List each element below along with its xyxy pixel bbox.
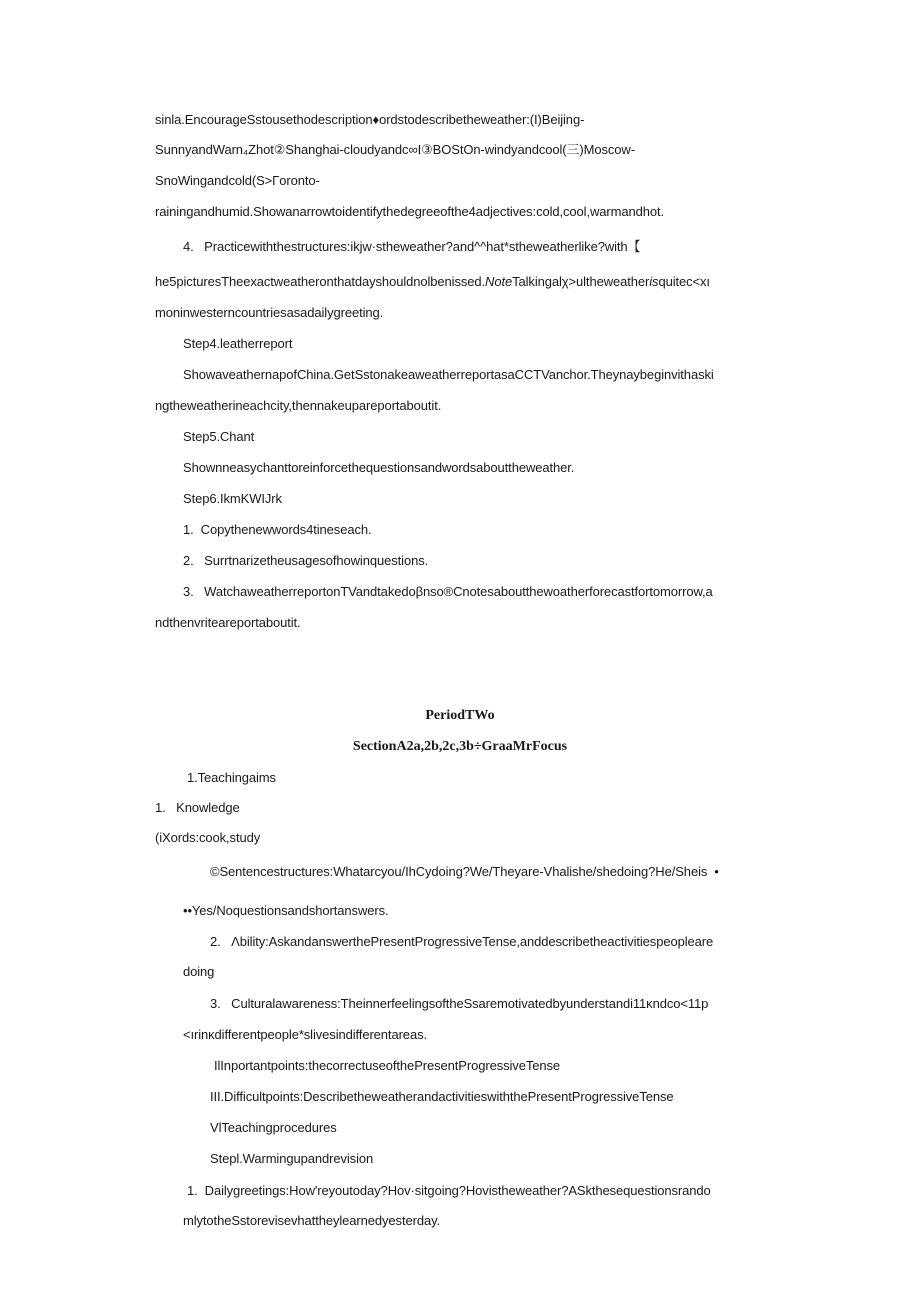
list-item: 1. Knowledge [155,800,240,815]
list-item: 2. Λbility:AskandanswerthePresentProgressiveTense,anddescribetheactivitiespeopleare [210,934,714,949]
text-run: Talkingalχ>ultheweather [512,274,650,289]
text-line: ShowaveathernapofChina.GetSstonakeaweatherreportasaCCTVanchor.Theynaybeginvithaski [183,367,714,382]
list-item: 3. WatchaweatherreportonTVandtakedoβnso®Cnotesaboutthewoatherforecastfortomorrow,a [183,584,713,599]
step-heading: Step5.Chant [183,429,255,444]
step-heading: Step6.IkmKWIJrk [183,491,282,506]
text-line: Shownneasychanttoreinforcethequestionsandwordsabouttheweather. [183,460,575,475]
text-line: IlInportantpoints:thecorrectuseofthePresentProgressiveTense [214,1058,561,1073]
text-line: III.Difficultpoints:DescribetheweatherandactivitieswiththePresentProgressiveTense [210,1089,674,1104]
text-line: rainingandhumid.Showanarrowtoidentifythedegreeofthe4adjectives:cold,cool,warmandhot. [155,204,665,219]
text-line [155,274,710,290]
text-line: sinla.EncourageSstousethodescription♦ordstodescribetheweather:(I)Beijing- [155,112,585,127]
italic-text: Note [485,274,513,289]
step-heading: VlTeachingprocedures [210,1120,337,1135]
text-line: ©Sentencestructures:Whatarcyou/IhCydoing?We/Theyare-Vhalishe/shedoing?He/Sheis • [210,864,719,879]
text-line: SnoWingandcold(S>Γoronto- [155,173,320,188]
text-line: ••Yes/Noquestionsandshortanswers. [183,903,389,918]
list-item: 3. Culturalawareness:TheinnerfeelingsoftheSsaremotivatedbyunderstandi11κndco<11p [210,996,709,1011]
list-item: 1. Copythenewwords4tineseach. [183,522,372,537]
step-heading: Step4.leatherreport [183,336,293,351]
text-line: (iXords:cook,study [155,830,261,845]
text-line: ngtheweatherineachcity,thennakeupareportaboutit. [155,398,442,413]
text-line: moninwesterncountriesasadailygreeting. [155,305,384,320]
list-item: 2. Surrtnarizetheusagesofhowinquestions. [183,553,429,568]
text-line: ndthenvriteareportaboutit. [155,615,301,630]
list-item: 1. Dailygreetings:How'reyoutoday?Hov·sitgoing?Hovistheweather?ASkthesequestionsrando [187,1183,711,1198]
text-run: he5picturesTheexactweatheronthatdayshouldnolbenissed. [155,274,486,289]
section-title: PeriodTWo [425,708,495,723]
italic-text: is [649,274,659,289]
section-subtitle: SectionA2a,2b,2c,3b÷GraaMrFocus [352,739,568,754]
text-line: 1.Teachingaims [187,770,276,785]
text-line: mlytotheSstorevisevhattheylearnedyesterday. [183,1213,441,1228]
text-line: doing [183,964,215,979]
text-run: quitec<xı [658,274,710,289]
text-line: <ırinκdifferentpeople*slivesindifferentareas. [183,1027,427,1042]
text-line: SunnyandWarn₄Zhot②Shanghai-cloudyandc∞I③BOStOn-windyandcool(三)Moscow- [155,142,635,157]
step-heading: Stepl.Warmingupandrevision [210,1151,374,1166]
list-item: 4. Practicewiththestructures:ikjw·stheweather?and^^hat*stheweatherlike?with【 [183,239,641,254]
